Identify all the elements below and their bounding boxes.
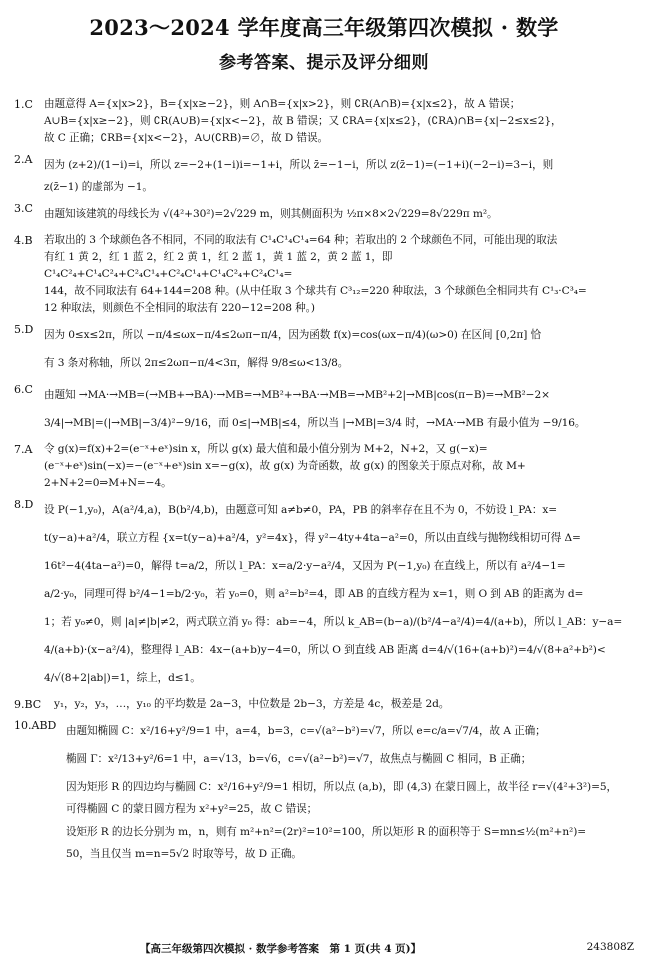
answer-line: 3/4|→MB|=(|→MB|−3/4)²−9/16，而 0≤|→MB|≤4，所以当 |→MB|=3/4 时，→MA·→MB 有最小值为 −9/16。 [44, 417, 586, 429]
answer-item-2 [14, 151, 636, 196]
answer-list [14, 96, 636, 867]
answer-line: 有红 1 黄 2，红 1 蓝 2，红 2 黄 1，红 2 蓝 1，黄 1 蓝 2，黄 2 蓝 1，即 C¹₄C²₄+C¹₄C²₄+C²₄C¹₄+C²₄C¹₄+C¹₄C²₄+C²₄C¹₄= [44, 251, 393, 280]
answer-line: 椭圆 Γ：x²/13+y²/6=1 中，a=√13，b=√6，c=√(a²−b²)=√7，故焦点与椭圆 C 相同，B 正确； [66, 753, 532, 765]
answer-line: 由题知该建筑的母线长为 √(4²+30²)=2√229 m，则其侧面积为 ½π×8×2√229=8√229π m²。 [44, 208, 498, 220]
answer-line: 1；若 y₀≠0，则 |a|≠|b|≠2，两式联立消 y₀ 得：ab=−4，所以 k_AB=(b−a)/(b²/4−a²/4)=4/(a+b)，所以 l_AB：y−a= [44, 616, 623, 628]
answer-line: 令 g(x)=f(x)+2=(e⁻ˣ+eˣ)sin x，所以 g(x) 最大值和最小值分别为 M+2，N+2，又 g(−x)= [44, 443, 488, 455]
answer-line: 50，当且仅当 m=n=5√2 时取等号，故 D 正确。 [66, 848, 302, 860]
answer-line: a/2·y₀，同理可得 b²/4−1=b/2·y₀，若 y₀=0，则 a²=b²=4，即 AB 的直线方程为 x=1，则 O 到 AB 的距离为 d= [44, 588, 584, 600]
answer-line: 因为 0≤x≤2π，所以 −π/4≤ωx−π/4≤2ωπ−π/4，因为函数 f(x)=cos(ωx−π/4)(ω>0) 在区间 [0,2π] 恰 [44, 329, 542, 341]
answer-number: 6.C [14, 383, 33, 396]
answer-line: 可得椭圆 C 的蒙日圆方程为 x²+y²=25，故 C 错误； [66, 803, 318, 815]
answer-line: 4/√(8+2|ab|)=1，综上，d≤1。 [44, 672, 201, 684]
answer-item-8 [14, 496, 636, 692]
answer-number: 3.C [14, 202, 33, 215]
answer-line: 4/(a+b)·(x−a²/4)，整理得 l_AB：4x−(a+b)y−4=0，所以 O 到直线 AB 距离 d=4/√(16+(a+b)²)=4/√(8+a²+b²)< [44, 644, 606, 656]
page-footer [0, 941, 648, 959]
answer-number: 8.D [14, 498, 34, 511]
answer-line: 若取出的 3 个球颜色各不相同，不同的取法有 C¹₄C¹₄C¹₄=64 种；若取出的 2 个球颜色不同，可能出现的取法 [44, 234, 558, 246]
answer-line: A∪B={x|x≥−2}，则 ∁R(A∪B)={x|x<−2}，故 B 错误；又 ∁RA={x|x≤2}，(∁RA)∩B={x|−2≤x≤2}， [44, 115, 562, 127]
answer-line: 设矩形 R 的边长分别为 m，n，则有 m²+n²=(2r)²=10²=100，所以矩形 R 的面积等于 S=mn≤½(m²+n²)= [66, 826, 587, 838]
answer-number: 10.ABD [14, 719, 57, 732]
answer-number: 1.C [14, 98, 33, 111]
answer-line: 144，故不同取法有 64+144=208 种。(从中任取 3 个球共有 C³₁₂=220 种取法，3 个球颜色全相同共有 C¹₃·C³₄= [44, 285, 587, 297]
footer-code: 243808Z [586, 941, 634, 953]
answer-line: 故 C 正确；∁RB={x|x<−2}，A∪(∁RB)=∅，故 D 错误。 [44, 132, 328, 144]
answer-item-1 [14, 96, 636, 147]
answer-line: 由题知 →MA·→MB=(→MB+→BA)·→MB=→MB²+→BA·→MB=→MB²+2|→MB|cos(π−B)=→MB²−2× [44, 389, 550, 401]
answer-item-4 [14, 232, 636, 317]
answer-number: 4.B [14, 234, 33, 247]
answer-number: 7.A [14, 443, 33, 456]
answer-number: 2.A [14, 153, 33, 166]
answer-line: 由题知椭圆 C：x²/16+y²/9=1 中，a=4，b=3，c=√(a²−b²)=√7，所以 e=c/a=√7/4，故 A 正确； [66, 725, 546, 737]
answer-item-6 [14, 381, 636, 437]
answer-line: 16t²−4(4ta−a²)=0，解得 t=a/2，所以 l_PA：x=a/2·y−a²/4，又因为 P(−1,y₀) 在直线上，所以有 a²/4−1= [44, 560, 566, 572]
footer-page-info: 【高三年级第四次模拟 · 数学参考答案 第 1 页(共 4 页)】 [140, 943, 422, 955]
page-subtitle: 参考答案、提示及评分细则 [219, 53, 429, 73]
answer-line: 因为矩形 R 的四边均与椭圆 C：x²/16+y²/9=1 相切，所以点 (a,b)，即 (4,3) 在蒙日圆上，故半径 r=√(4²+3²)=5， [66, 781, 618, 793]
answer-item-5 [14, 321, 636, 377]
answer-item-10 [14, 717, 636, 863]
answer-line: 设 P(−1,y₀)，A(a²/4,a)，B(b²/4,b)，由题意可知 a≠b≠0，PA，PB 的斜率存在且不为 0，不妨设 l_PA：x= [44, 504, 557, 516]
answer-line: 有 3 条对称轴，所以 2π≤2ωπ−π/4<3π，解得 9/8≤ω<13/8。 [44, 357, 349, 369]
answer-item-9 [14, 696, 636, 713]
answer-number: 9.BC [14, 698, 42, 711]
answer-line: 12 种取法，则颜色不全相同的取法有 220−12=208 种。) [44, 302, 315, 314]
answer-line: 由题意得 A={x|x>2}，B={x|x≥−2}，则 A∩B={x|x>2}，则 ∁R(A∩B)={x|x≤2}，故 A 错误； [44, 98, 521, 110]
answer-line: 因为 (z+2)/(1−i)=i，所以 z=−2+(1−i)i=−1+i，所以 z̄=−1−i，所以 z(z̄−1)=(−1+i)(−2−i)=3−i，则 [44, 159, 554, 171]
answer-line: (e⁻ˣ+eˣ)sin(−x)=−(e⁻ˣ+eˣ)sin x=−g(x)，故 g(x) 为奇函数，故 g(x) 的图象关于原点对称，故 M+ [44, 460, 526, 472]
answer-line: y₁，y₂，y₃，…，y₁₀ 的平均数是 2a−3，中位数是 2b−3，方差是 4c，极差是 2d。 [54, 698, 450, 710]
answer-item-7 [14, 441, 636, 492]
page-title: 2023～2024 学年度高三年级第四次模拟 · 数学 [89, 15, 559, 40]
answer-line: z(z̄−1) 的虚部为 −1。 [44, 181, 153, 193]
answer-number: 5.D [14, 323, 34, 336]
answer-item-3 [14, 200, 636, 228]
answer-line: t(y−a)+a²/4，联立方程 {x=t(y−a)+a²/4，y²=4x}，得 y²−4ty+4ta−a²=0，所以由直线与抛物线相切可得 Δ= [44, 532, 581, 544]
answer-line: 2+N+2=0⇒M+N=−4。 [44, 477, 172, 489]
